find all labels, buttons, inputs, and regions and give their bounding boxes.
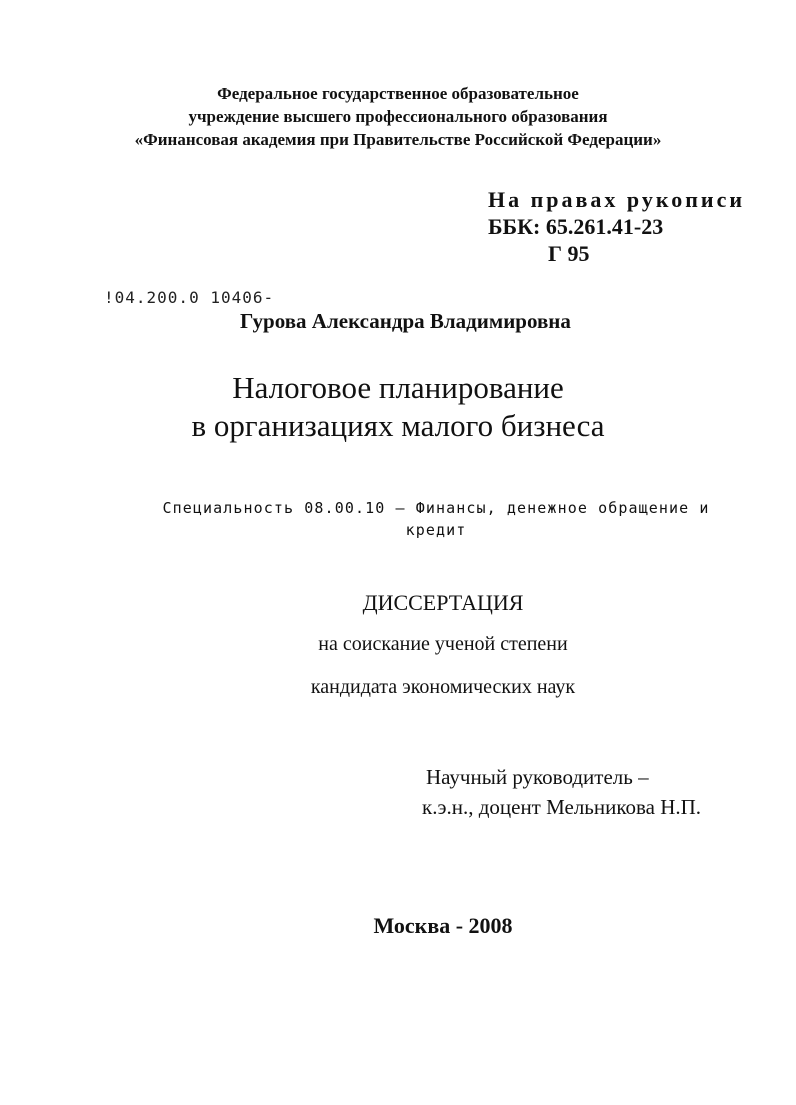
author-name: Гурова Александра Владимировна: [240, 309, 571, 333]
city-year: Москва - 2008: [373, 913, 513, 938]
institution-line-1: Федеральное государственное образовательное: [217, 84, 579, 103]
manuscript-rights: На правах рукописи: [488, 187, 746, 212]
specialty: Специальность 08.00.10 – Финансы, денежное обращение и кредит: [162, 499, 710, 539]
library-stamp: !04.200.0 10406-: [104, 288, 275, 307]
degree-line-1: на соискание ученой степени: [318, 633, 568, 655]
dissertation-heading: ДИССЕРТАЦИЯ: [362, 590, 524, 615]
institution-line-3: «Финансовая академия при Правительстве Российской Федерации»: [134, 130, 662, 149]
supervisor-role: Научный руководитель –: [426, 765, 649, 789]
title-line-2: в организациях малого бизнеса: [191, 408, 605, 443]
author-sign-code: Г 95: [548, 241, 590, 266]
degree-line-2: кандидата экономических наук: [310, 676, 576, 698]
supervisor-name: к.э.н., доцент Мельникова Н.П.: [422, 795, 702, 819]
supervisor-block: [422, 762, 702, 822]
dissertation-title: [0, 369, 796, 445]
manuscript-block: [488, 186, 745, 267]
title-line-1: Налоговое планирование: [232, 370, 564, 405]
institution-line-2: учреждение высшего профессионального образования: [188, 107, 608, 126]
institution-header: [0, 82, 796, 151]
bbk-code: ББК: 65.261.41-23: [488, 214, 664, 239]
